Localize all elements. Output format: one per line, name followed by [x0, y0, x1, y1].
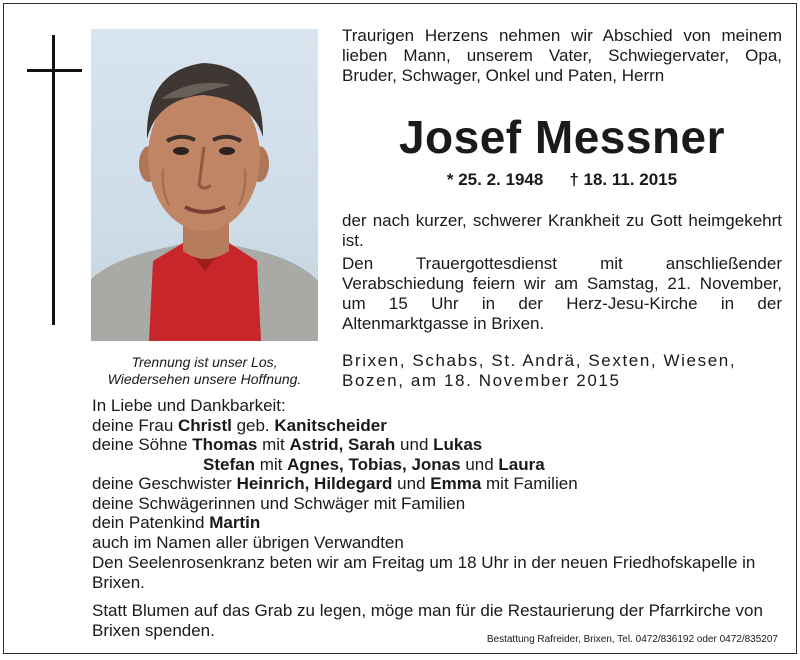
intro-text: Traurigen Herzens nehmen wir Abschied von meinem lieben Mann, unserem Vater, Schwiegervater, Opa, Bruder, Schwager, Onkel und Paten, Herrn	[342, 26, 782, 85]
cross-icon-bar	[27, 69, 82, 72]
mourners-siblings: deine Geschwister Heinrich, Hildegard und Emma mit Familien	[92, 474, 578, 493]
mourners-in-laws: deine Schwägerinnen und Schwäger mit Familien	[92, 493, 466, 513]
mourners-wife: deine Frau Christl geb. Kanitscheider	[92, 415, 387, 435]
mourners-intro: In Liebe und Dankbarkeit:	[92, 396, 286, 415]
cross-icon	[52, 35, 55, 325]
deceased-name: Josef Messner	[398, 111, 726, 163]
mourners-list	[92, 396, 782, 552]
obituary-notice	[3, 3, 797, 654]
rosary-text: Den Seelenrosenkranz beten wir am Freitag um 18 Uhr in der neuen Friedhofskapelle in Brixen.	[92, 553, 756, 592]
mourners-son-2: Stefan mit Agnes, Tobias, Jonas und Laura	[203, 454, 545, 474]
photo-caption: Trennung ist unser Los, Wiedersehen unsere Hoffnung.	[107, 354, 302, 387]
mourners-son-1: deine Söhne Thomas mit Astrid, Sarah und Lukas	[92, 435, 483, 454]
donation-text: Statt Blumen auf das Grab zu legen, möge man für die Restaurierung der Pfarrkirche von Brixen spenden.	[92, 601, 763, 640]
place-and-date: Brixen, Schabs, St. Andrä, Sexten, Wiesen, Bozen, am 18. November 2015	[342, 351, 737, 390]
mourners-relatives: auch im Namen aller übrigen Verwandten	[92, 532, 404, 552]
portrait-photo	[91, 29, 318, 341]
death-date: † 18. 11. 2015	[569, 170, 678, 189]
mourners-godchild: dein Patenkind Martin	[92, 513, 261, 532]
funeral-service-text: Den Trauergottesdienst mit anschließender Verabschiedung feiern wir am Samstag, 21. November, um 15 Uhr in der Herz-Jesu-Kirche in der Altenmarktgasse in Brixen.	[342, 254, 782, 333]
birth-date: * 25. 2. 1948	[446, 170, 544, 189]
life-dates	[342, 170, 782, 190]
funeral-home-footer: Bestattung Rafreider, Brixen, Tel. 0472/836192 oder 0472/835207	[486, 634, 778, 645]
passing-text: der nach kurzer, schwerer Krankheit zu Gott heimgekehrt ist.	[342, 211, 782, 250]
